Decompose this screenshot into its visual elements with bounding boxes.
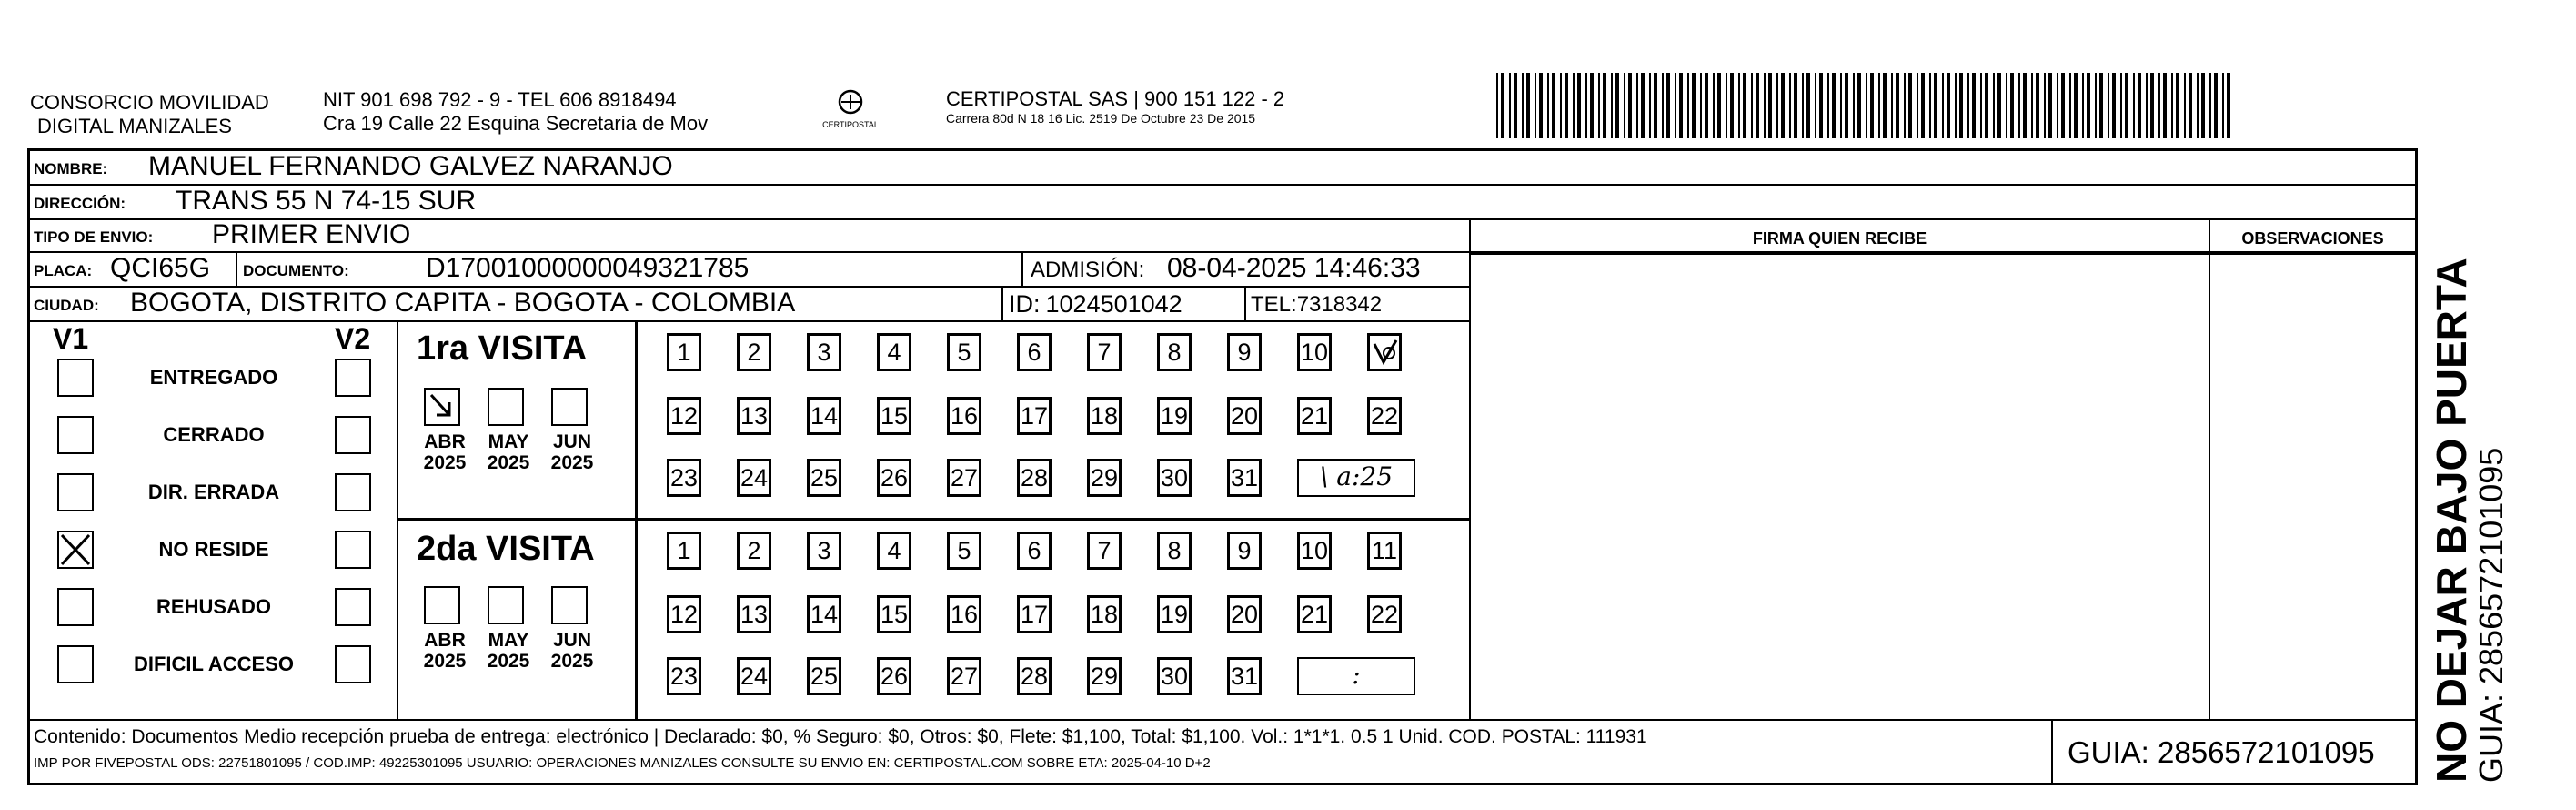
v2-checkbox[interactable] [335, 359, 371, 397]
day-box[interactable]: 17 [1017, 595, 1052, 633]
day-box[interactable]: 23 [667, 459, 701, 497]
day-box[interactable]: 4 [877, 333, 911, 371]
day-box[interactable]: 22 [1367, 397, 1402, 435]
footer-line1: Contenido: Documentos Medio recepción prueba de entrega: electrónico | Declarado: $0, % Seguro: $0, Otros: $0, Flete: $1,100, Total: $1,100. Vol.: 1*1*1. 0.5 1 Unid. COD. POSTAL: 111931 [34, 726, 1647, 747]
day-box[interactable]: 14 [807, 397, 841, 435]
day-box[interactable]: 24 [737, 459, 771, 497]
day-box[interactable]: 12 [667, 397, 701, 435]
day-box[interactable]: 19 [1157, 595, 1192, 633]
nit-line2: Cra 19 Calle 22 Esquina Secretaria de Mov [323, 112, 709, 135]
visit2-title: 2da VISITA [417, 530, 595, 568]
day-box[interactable]: 28 [1017, 657, 1052, 695]
nombre-label: NOMBRE: [34, 160, 108, 177]
status-option-label: REHUSADO [156, 595, 271, 618]
day-box[interactable]: 1 [667, 333, 701, 371]
ciudad-value: BOGOTA, DISTRITO CAPITA - BOGOTA - COLOMBIA [130, 288, 796, 318]
month-label: ABR 2025 [423, 431, 467, 473]
day-box[interactable]: 5 [947, 532, 981, 570]
day-box[interactable]: 6 [1017, 532, 1052, 570]
day-box[interactable]: 16 [947, 397, 981, 435]
carrier-line2: Carrera 80d N 18 16 Lic. 2519 De Octubre 23 De 2015 [946, 111, 1256, 126]
v2-header: V2 [335, 322, 371, 355]
day-box[interactable]: 3 [807, 333, 841, 371]
day-box[interactable]: 21 [1297, 397, 1332, 435]
day-box[interactable]: 27 [947, 657, 981, 695]
day-box[interactable]: 9 [1227, 532, 1262, 570]
direccion-value: TRANS 55 N 74-15 SUR [176, 186, 477, 216]
footer-line2: IMP POR FIVEPOSTAL ODS: 22751801095 / COD.IMP: 49225301095 USUARIO: OPERACIONES MANIZALES CONSULTE SU ENVIO EN: CERTIPOSTAL.COM SOBRE ETA: 2025-04-10 D+2 [34, 755, 1211, 771]
v2-checkbox[interactable] [335, 645, 371, 683]
day-box[interactable]: 8 [1157, 333, 1192, 371]
day-box[interactable]: 30 [1157, 459, 1192, 497]
ciudad-label: CIUDAD: [34, 297, 99, 314]
day-box[interactable]: 10 [1297, 532, 1332, 570]
month-label: JUN 2025 [550, 431, 594, 473]
day-box[interactable]: 1 [667, 532, 701, 570]
day-box[interactable]: 31 [1227, 657, 1262, 695]
svg-text:CERTIPOSTAL: CERTIPOSTAL [822, 120, 879, 129]
day-box[interactable]: 4 [877, 532, 911, 570]
month-label: JUN 2025 [550, 630, 594, 672]
id-value: 1024501042 [1045, 290, 1182, 318]
day-box[interactable]: 28 [1017, 459, 1052, 497]
nit-line1: NIT 901 698 792 - 9 - TEL 606 8918494 [323, 88, 677, 111]
status-option-label: DIFICIL ACCESO [133, 653, 294, 675]
footer [30, 719, 2415, 783]
barcode [1496, 73, 2233, 138]
day-box[interactable]: 18 [1087, 595, 1122, 633]
company-line1: CONSORCIO MOVILIDAD [30, 91, 269, 114]
day-box[interactable]: 21 [1297, 595, 1332, 633]
day-box[interactable]: 3 [807, 532, 841, 570]
side-warning [2429, 258, 2509, 783]
admision-label: ADMISIÓN: [1031, 258, 1145, 282]
id-label: ID: [1009, 290, 1041, 318]
day-box[interactable]: 12 [667, 595, 701, 633]
day-box[interactable]: 27 [947, 459, 981, 497]
day-box[interactable]: 2 [737, 333, 771, 371]
tel-value: 7318342 [1296, 292, 1383, 317]
side-warning-text: NO DEJAR BAJO PUERTA [2428, 258, 2475, 783]
status-option-label: DIR. ERRADA [147, 481, 280, 503]
day-box[interactable]: 7 [1087, 333, 1122, 371]
month-label: ABR 2025 [423, 630, 467, 672]
row-placa [30, 253, 1469, 288]
v2-checkbox[interactable] [335, 473, 371, 511]
day-box[interactable]: 15 [877, 595, 911, 633]
v1-checkbox[interactable] [57, 473, 94, 511]
day-box[interactable]: 23 [667, 657, 701, 695]
day-box[interactable]: 20 [1227, 595, 1262, 633]
side-guia-text: GUIA: 2856572101095 [2472, 447, 2510, 783]
month-checkbox[interactable] [424, 586, 460, 624]
direccion-label: DIRECCIÓN: [34, 195, 126, 212]
row-direccion [30, 186, 2415, 220]
company-name [30, 91, 269, 138]
day-box[interactable]: 13 [737, 595, 771, 633]
footer-guia: GUIA: 2856572101095 [2068, 735, 2375, 769]
visit1-title: 1ra VISITA [417, 329, 588, 368]
v2-checkbox[interactable] [335, 416, 371, 454]
visit1-section [398, 322, 1469, 521]
delivery-form [27, 148, 2418, 785]
day-box[interactable]: 20 [1227, 397, 1262, 435]
documento-value: D17001000000049321785 [426, 253, 750, 283]
documento-label: DOCUMENTO: [243, 262, 349, 279]
placa-value: QCI65G [110, 253, 211, 283]
day-box[interactable]: 26 [877, 657, 911, 695]
observaciones-header: OBSERVACIONES [2241, 229, 2384, 248]
day-box[interactable]: 8 [1157, 532, 1192, 570]
day-box[interactable] [1367, 333, 1402, 371]
v1-checkbox[interactable] [57, 416, 94, 454]
month-checkbox[interactable] [551, 586, 588, 624]
row-nombre [30, 151, 2415, 186]
time-field[interactable]: : [1297, 657, 1415, 695]
day-box[interactable]: 26 [877, 459, 911, 497]
day-box[interactable]: 31 [1227, 459, 1262, 497]
status-option-label: NO RESIDE [158, 538, 269, 561]
observaciones-divider [2209, 220, 2210, 719]
row-ciudad [30, 288, 1469, 322]
month-label: MAY 2025 [487, 431, 530, 473]
day-box[interactable]: 5 [947, 333, 981, 371]
time-field[interactable]: \ a:25 [1297, 459, 1415, 497]
nombre-value: MANUEL FERNANDO GALVEZ NARANJO [148, 151, 673, 181]
v1-checkbox[interactable] [57, 588, 94, 626]
placa-label: PLACA: [34, 262, 93, 279]
day-box[interactable]: 10 [1297, 333, 1332, 371]
v1-header: V1 [53, 322, 89, 355]
visit2-section [398, 521, 1469, 719]
month-checkbox[interactable] [488, 388, 524, 426]
admision-value: 08-04-2025 14:46:33 [1167, 253, 1421, 283]
tipo-value: PRIMER ENVIO [212, 219, 411, 249]
day-box[interactable]: 17 [1017, 397, 1052, 435]
v1-checkbox[interactable] [57, 531, 94, 569]
day-box[interactable]: 2 [737, 532, 771, 570]
v2-checkbox[interactable] [335, 531, 371, 569]
status-option-label: CERRADO [163, 423, 265, 446]
day-box[interactable]: 18 [1087, 397, 1122, 435]
day-box[interactable]: 25 [807, 657, 841, 695]
nit-block [323, 88, 708, 136]
certipostal-logo [800, 87, 901, 142]
carrier-line1: CERTIPOSTAL SAS | 900 151 122 - 2 [946, 87, 1285, 110]
firma-column [1469, 220, 1471, 719]
status-option-label: ENTREGADO [149, 366, 278, 389]
status-section [30, 322, 398, 719]
firma-header: FIRMA QUIEN RECIBE [1752, 229, 1927, 248]
day-box[interactable]: 14 [807, 595, 841, 633]
company-line2: DIGITAL MANIZALES [37, 115, 232, 137]
month-checkbox[interactable] [488, 586, 524, 624]
day-box[interactable]: 9 [1227, 333, 1262, 371]
id-block [1009, 290, 1182, 319]
v2-checkbox[interactable] [335, 588, 371, 626]
day-box[interactable]: 30 [1157, 657, 1192, 695]
day-box[interactable]: 29 [1087, 459, 1122, 497]
day-box[interactable]: 6 [1017, 333, 1052, 371]
v1-checkbox[interactable] [57, 359, 94, 397]
day-box[interactable]: 19 [1157, 397, 1192, 435]
month-checkbox[interactable] [424, 388, 460, 426]
month-label: MAY 2025 [487, 630, 530, 672]
day-box[interactable]: 13 [737, 397, 771, 435]
day-box[interactable]: 15 [877, 397, 911, 435]
day-box[interactable]: 24 [737, 657, 771, 695]
tel-block [1251, 292, 1382, 318]
tipo-label: TIPO DE ENVIO: [34, 228, 154, 246]
day-box[interactable]: 7 [1087, 532, 1122, 570]
carrier-block [946, 87, 1284, 127]
month-checkbox[interactable] [551, 388, 588, 426]
day-box[interactable]: 16 [947, 595, 981, 633]
v1-checkbox[interactable] [57, 645, 94, 683]
day-box[interactable]: 29 [1087, 657, 1122, 695]
day-box[interactable]: 25 [807, 459, 841, 497]
day-box[interactable]: 22 [1367, 595, 1402, 633]
day-box[interactable]: 11 [1367, 532, 1402, 570]
tel-label: TEL: [1251, 292, 1297, 317]
